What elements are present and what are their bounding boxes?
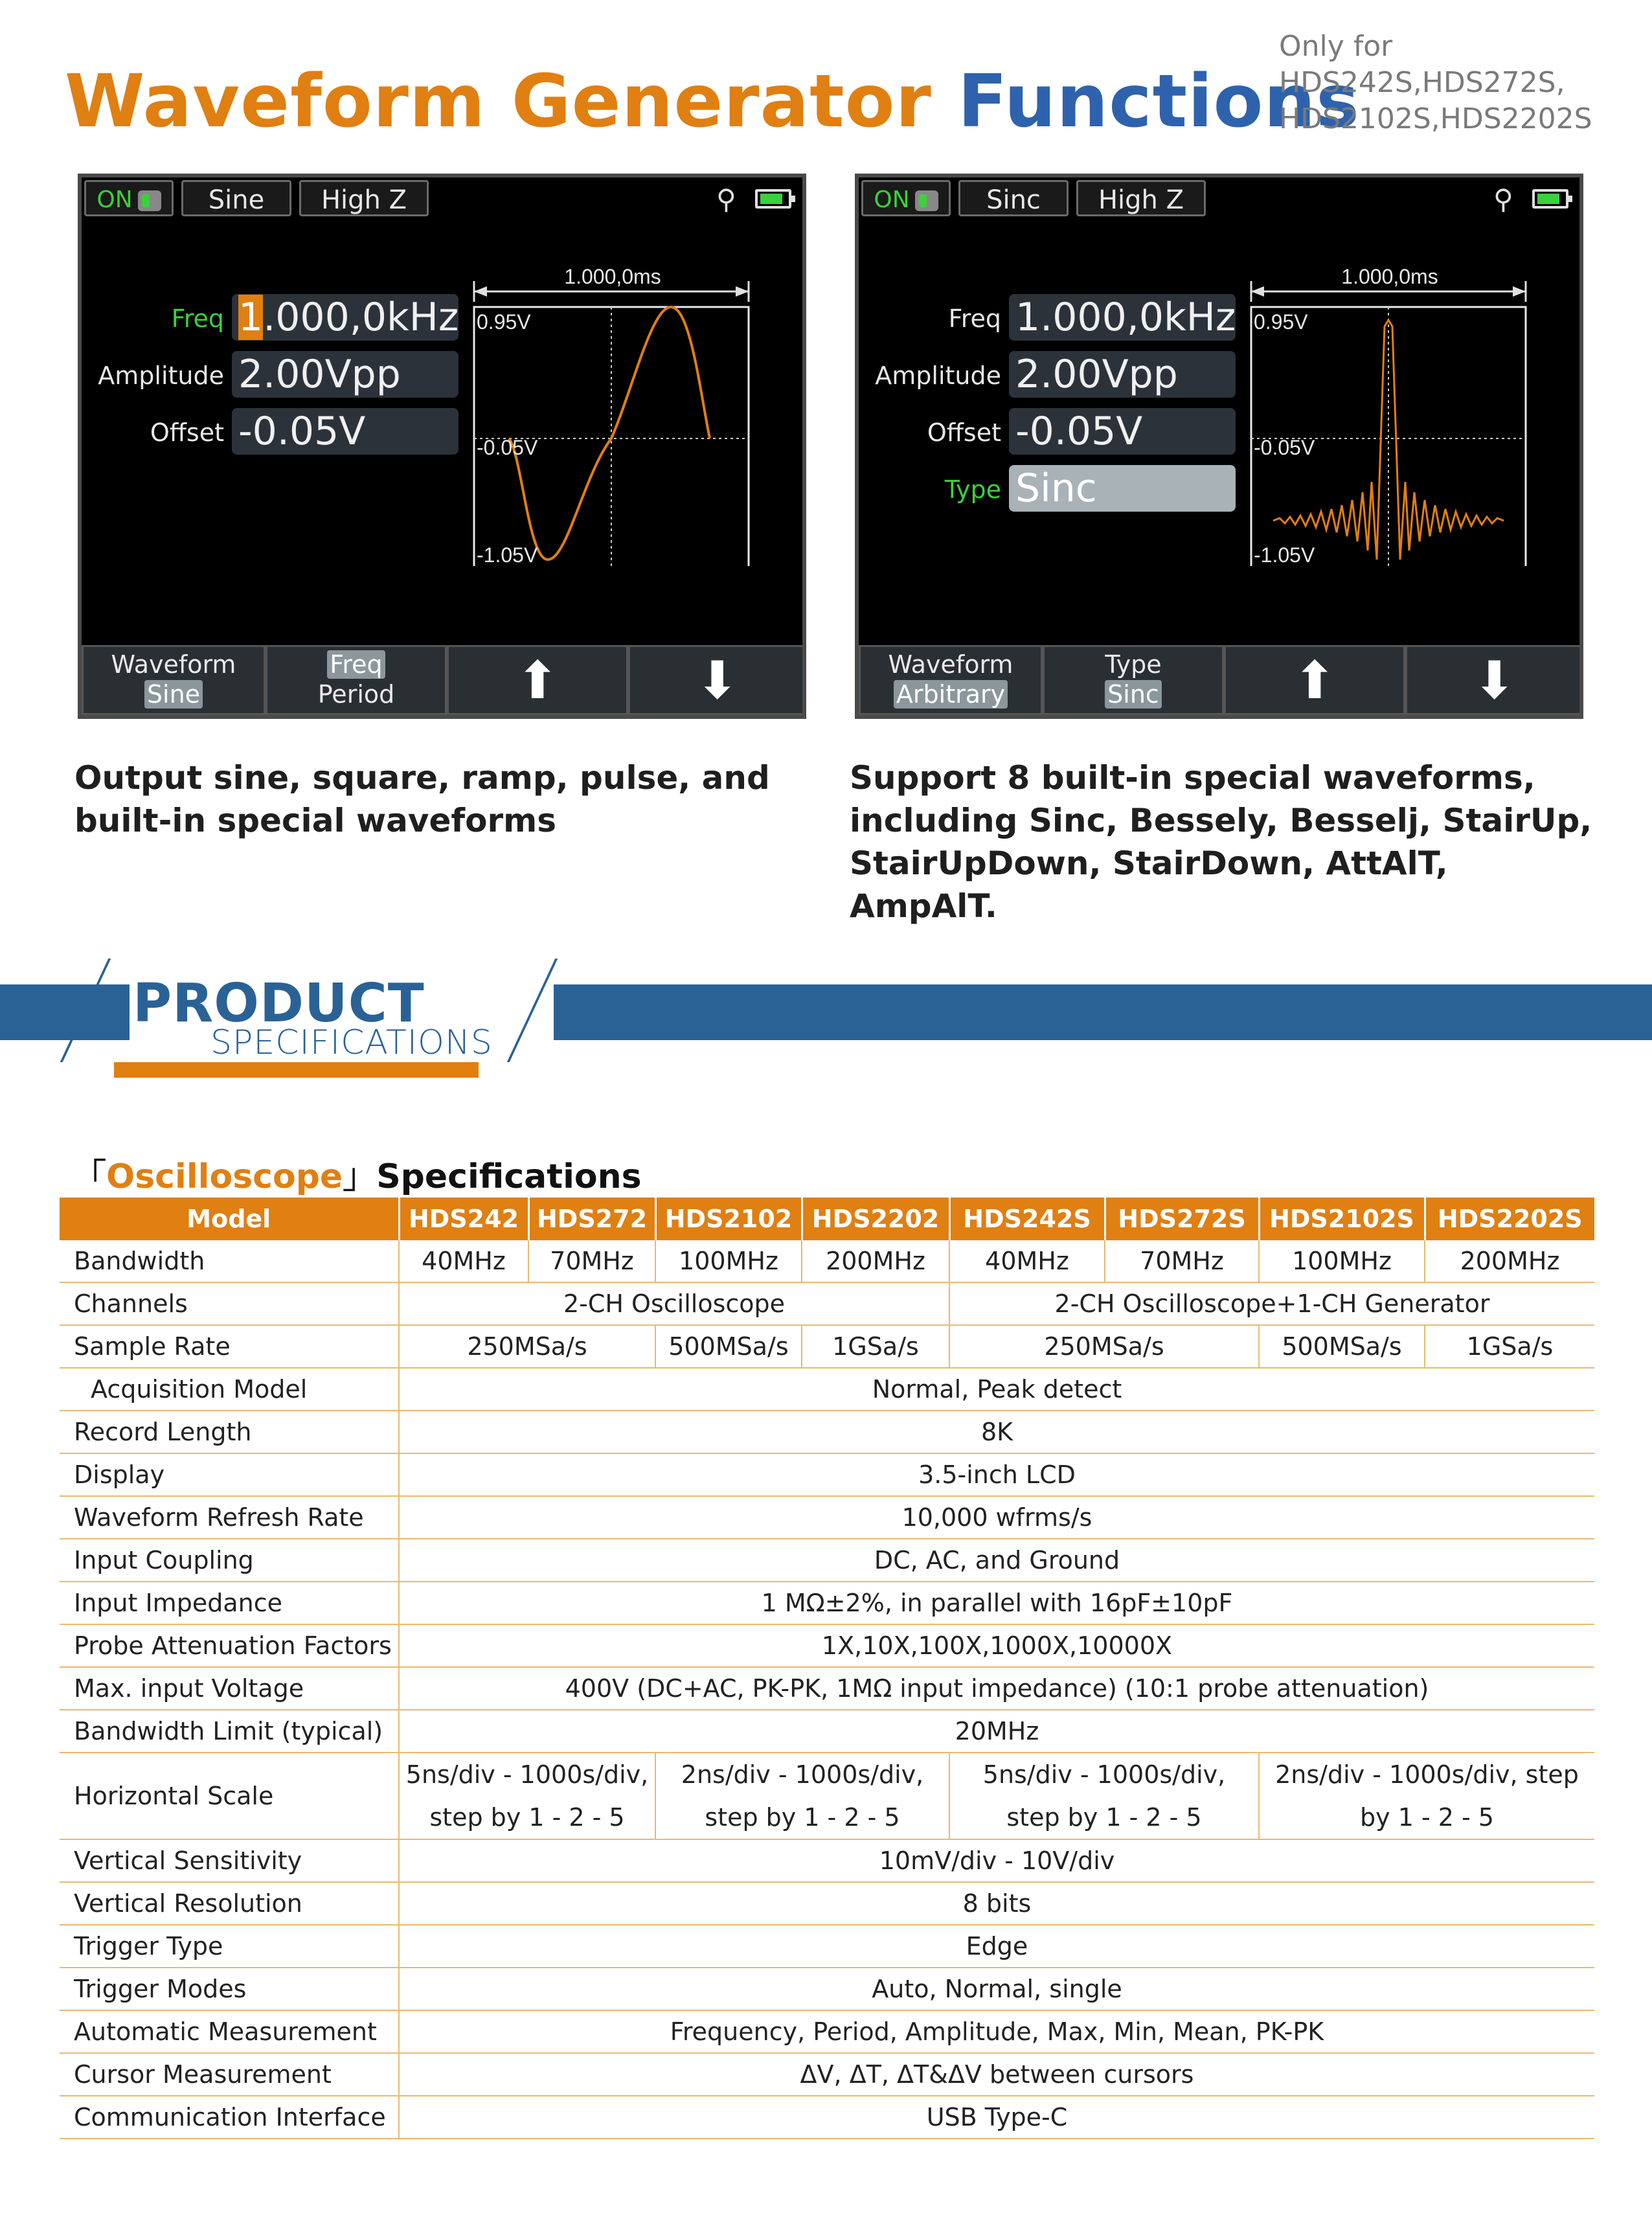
cell-line: 5ns/div - 1000s/div,	[405, 1760, 649, 1789]
screen-topbar	[82, 177, 802, 221]
column-header: Model	[60, 1198, 399, 1240]
amplitude-label: Amplitude	[875, 361, 1001, 390]
column-header: HDS2102	[655, 1198, 802, 1240]
row-label: Vertical Resolution	[60, 1882, 399, 1925]
banner-title: PRODUCT	[133, 973, 425, 1034]
sine-trace	[509, 307, 710, 560]
table-row	[60, 1624, 1594, 1667]
model-note-line1: Only for	[1279, 30, 1393, 63]
table-cell: 100MHz	[655, 1240, 802, 1282]
table-row	[60, 1710, 1594, 1753]
banner-slash	[507, 959, 558, 1062]
row-label: Record Length	[60, 1411, 399, 1453]
table-row	[60, 1539, 1594, 1582]
caption-left: Output sine, square, ramp, pulse, and built-in special waveforms	[74, 759, 770, 839]
waveform-plot	[1247, 262, 1558, 566]
softkey-line2: Period	[317, 680, 395, 709]
table-cell	[1259, 1753, 1594, 1839]
row-label: Max. input Voltage	[60, 1667, 399, 1710]
table-cell: 1GSa/s	[802, 1325, 949, 1368]
offset-label: Offset	[927, 418, 1001, 447]
tab-waveform[interactable]: Sine	[181, 180, 291, 216]
row-label: Channels	[60, 1282, 399, 1325]
table-cell: 500MSa/s	[655, 1325, 802, 1368]
column-header: HDS242	[399, 1198, 528, 1240]
table-cell: 1X,10X,100X,1000X,10000X	[399, 1624, 1594, 1667]
table-cell: Edge	[399, 1925, 1594, 1968]
table-row	[60, 1453, 1594, 1496]
table-cell: 70MHz	[528, 1240, 655, 1282]
row-label: Automatic Measurement	[60, 2010, 399, 2053]
model-note-line2: HDS242S,HDS272S,	[1279, 66, 1565, 99]
freq-field[interactable]	[232, 294, 458, 341]
device-screen-sinc	[855, 174, 1583, 719]
cell-line: 5ns/div - 1000s/div,	[982, 1760, 1226, 1789]
arrow-up-icon: ⬆	[515, 650, 560, 710]
row-label: Trigger Modes	[60, 1968, 399, 2010]
table-cell: 70MHz	[1105, 1240, 1259, 1282]
table-row	[60, 2010, 1594, 2053]
table-cell: 100MHz	[1259, 1240, 1425, 1282]
row-label: Sample Rate	[60, 1325, 399, 1368]
type-field[interactable]: Sinc	[1009, 465, 1236, 512]
table-cell	[949, 1753, 1259, 1839]
table-cell: 1GSa/s	[1425, 1325, 1594, 1368]
timebase-label: 1.000,0ms	[1341, 265, 1438, 288]
softkey-down[interactable]	[1405, 645, 1583, 715]
row-label: Cursor Measurement	[60, 2053, 399, 2096]
usb-icon: ⚲	[716, 183, 736, 215]
amplitude-label: Amplitude	[98, 361, 224, 390]
table-cell: 10mV/div - 10V/div	[399, 1839, 1594, 1882]
heading-accent: Oscilloscope	[106, 1157, 343, 1196]
tab-waveform[interactable]: Sinc	[958, 180, 1069, 216]
table-row	[60, 1753, 1594, 1839]
freq-label: Freq	[948, 304, 1001, 333]
amplitude-field[interactable]: 2.00Vpp	[232, 351, 458, 398]
banner-underline	[114, 1062, 479, 1078]
cell-line: 2ns/div - 1000s/div, step	[1275, 1760, 1579, 1789]
table-row	[60, 2053, 1594, 2096]
freq-value: .000,0kHz	[263, 295, 459, 340]
output-on-indicator	[84, 180, 174, 216]
row-label: Probe Attenuation Factors	[60, 1624, 399, 1667]
table-cell: 2-CH Oscilloscope	[399, 1282, 949, 1325]
spec-heading	[73, 1149, 642, 1198]
softkey-line1: Waveform	[888, 650, 1013, 679]
table-row	[60, 1496, 1594, 1539]
y-mid-label: -0.05V	[1254, 436, 1315, 459]
battery-icon	[755, 189, 791, 209]
on-label: ON	[874, 187, 910, 213]
cell-line: step by 1 - 2 - 5	[429, 1803, 625, 1832]
row-label: Vertical Sensitivity	[60, 1839, 399, 1882]
softkey-down[interactable]	[628, 645, 806, 715]
table-cell: 250MSa/s	[399, 1325, 655, 1368]
cell-line: by 1 - 2 - 5	[1360, 1803, 1494, 1832]
table-row	[60, 1282, 1594, 1325]
table-row	[60, 1240, 1594, 1282]
row-label: Input Impedance	[60, 1582, 399, 1624]
table-cell: 8K	[399, 1411, 1594, 1453]
softkey-waveform[interactable]	[859, 645, 1043, 715]
softkey-up[interactable]	[1224, 645, 1405, 715]
freq-label: Freq	[171, 304, 224, 333]
amplitude-field[interactable]: 2.00Vpp	[1009, 351, 1236, 398]
battery-icon	[1532, 189, 1568, 209]
softkey-freq-period[interactable]	[266, 645, 447, 715]
softkey-line2: Arbitrary	[894, 680, 1008, 709]
softkey-bar	[82, 645, 802, 715]
column-header: HDS242S	[949, 1198, 1105, 1240]
table-cell: 500MSa/s	[1259, 1325, 1425, 1368]
offset-field[interactable]: -0.05V	[1009, 408, 1236, 455]
edit-cursor: 1	[238, 295, 264, 340]
toggle-icon	[915, 190, 938, 211]
offset-label: Offset	[150, 418, 224, 447]
softkey-line1: Waveform	[111, 650, 236, 679]
title-part-orange: Waveform Generator	[65, 60, 932, 144]
on-label: ON	[96, 187, 133, 213]
table-cell: DC, AC, and Ground	[399, 1539, 1594, 1582]
y-bottom-label: -1.05V	[1254, 543, 1315, 566]
table-cell: 400V (DC+AC, PK-PK, 1MΩ input impedance) (10:1 probe attenuation)	[399, 1667, 1594, 1710]
y-top-label: 0.95V	[477, 310, 531, 334]
table-row	[60, 1882, 1594, 1925]
arrow-down-icon: ⬇	[695, 650, 740, 710]
device-screen-sine	[78, 174, 806, 719]
table-cell: 3.5-inch LCD	[399, 1453, 1594, 1496]
cell-line: step by 1 - 2 - 5	[1006, 1803, 1202, 1832]
table-cell: 8 bits	[399, 1882, 1594, 1925]
table-row	[60, 1925, 1594, 1968]
table-row	[60, 1325, 1594, 1368]
table-row	[60, 1968, 1594, 2010]
row-label: Input Coupling	[60, 1539, 399, 1582]
table-row	[60, 2096, 1594, 2139]
softkey-line2: Sinc	[1105, 680, 1162, 709]
column-header: HDS2102S	[1259, 1198, 1425, 1240]
heading-bracket-open: 「	[73, 1157, 107, 1196]
y-bottom-label: -1.05V	[477, 543, 538, 566]
table-cell: 200MHz	[1425, 1240, 1594, 1282]
table-header-row	[60, 1198, 1594, 1240]
row-label: Acquisition Model	[60, 1368, 399, 1411]
row-label: Waveform Refresh Rate	[60, 1496, 399, 1539]
table-row	[60, 1839, 1594, 1882]
softkey-line2: Sine	[144, 680, 203, 709]
softkey-line1: Type	[1105, 650, 1162, 679]
table-cell: 250MSa/s	[949, 1325, 1259, 1368]
table-cell: 10,000 wfrms/s	[399, 1496, 1594, 1539]
table-cell: 40MHz	[949, 1240, 1105, 1282]
table-row	[60, 1411, 1594, 1453]
usb-icon: ⚲	[1493, 183, 1513, 215]
offset-field[interactable]: -0.05V	[232, 408, 458, 455]
table-cell: 1 MΩ±2%, in parallel with 16pF±10pF	[399, 1582, 1594, 1624]
heading-rest: 」Specifications	[343, 1157, 642, 1196]
row-label: Display	[60, 1453, 399, 1496]
table-cell	[399, 1753, 655, 1839]
row-label: Bandwidth	[60, 1240, 399, 1282]
row-label: Trigger Type	[60, 1925, 399, 1968]
spec-table	[60, 1198, 1594, 2139]
row-label: Communication Interface	[60, 2096, 399, 2139]
cell-line: step by 1 - 2 - 5	[705, 1803, 900, 1832]
tab-impedance[interactable]: High Z	[299, 180, 429, 216]
type-label: Type	[944, 475, 1001, 504]
column-header: HDS2202	[802, 1198, 949, 1240]
model-note-line3: HDS2102S,HDS2202S	[1279, 102, 1592, 135]
table-cell: USB Type-C	[399, 2096, 1594, 2139]
freq-field[interactable]: 1.000,0kHz	[1009, 294, 1236, 341]
column-header: HDS272S	[1105, 1198, 1259, 1240]
y-top-label: 0.95V	[1254, 310, 1308, 334]
column-header: HDS272	[528, 1198, 655, 1240]
model-note	[1279, 28, 1592, 137]
softkey-waveform[interactable]	[82, 645, 266, 715]
softkey-up[interactable]	[447, 645, 628, 715]
table-cell: 200MHz	[802, 1240, 949, 1282]
toggle-icon	[138, 190, 161, 211]
page-title	[65, 60, 1360, 144]
table-cell: Normal, Peak detect	[399, 1368, 1594, 1411]
softkey-type[interactable]	[1043, 645, 1224, 715]
row-label: Horizontal Scale	[60, 1753, 399, 1839]
row-label: Bandwidth Limit (typical)	[60, 1710, 399, 1753]
table-cell: Auto, Normal, single	[399, 1968, 1594, 2010]
screen-topbar	[859, 177, 1579, 221]
waveform-plot	[470, 262, 781, 566]
table-cell: Frequency, Period, Amplitude, Max, Min, Mean, PK-PK	[399, 2010, 1594, 2053]
table-row	[60, 1667, 1594, 1710]
table-row	[60, 1368, 1594, 1411]
column-header: HDS2202S	[1425, 1198, 1594, 1240]
table-cell	[655, 1753, 949, 1839]
title-part-blue: Functions	[957, 60, 1360, 144]
table-cell: 2-CH Oscilloscope+1-CH Generator	[949, 1282, 1594, 1325]
banner-bar-right	[554, 984, 1652, 1040]
caption-right: Support 8 built-in special waveforms, including Sinc, Bessely, Besselj, StairUp, StairUpDown, StairDown, AttAlT, AmpAlT.	[850, 759, 1592, 925]
banner-bar-left	[0, 984, 130, 1040]
arrow-down-icon: ⬇	[1472, 650, 1517, 710]
softkey-line1: Freq	[327, 650, 385, 679]
timebase-label: 1.000,0ms	[564, 265, 661, 288]
table-cell: ΔV, ΔT, ΔT&ΔV between cursors	[399, 2053, 1594, 2096]
table-row	[60, 1582, 1594, 1624]
table-cell: 20MHz	[399, 1710, 1594, 1753]
softkey-bar	[859, 645, 1579, 715]
banner-subtitle: SPECIFICATIONS	[210, 1023, 493, 1062]
cell-line: 2ns/div - 1000s/div,	[681, 1760, 924, 1789]
arrow-up-icon: ⬆	[1293, 650, 1337, 710]
tab-impedance[interactable]: High Z	[1076, 180, 1206, 216]
y-mid-label: -0.05V	[477, 436, 538, 459]
table-cell: 40MHz	[399, 1240, 528, 1282]
output-on-indicator	[861, 180, 951, 216]
